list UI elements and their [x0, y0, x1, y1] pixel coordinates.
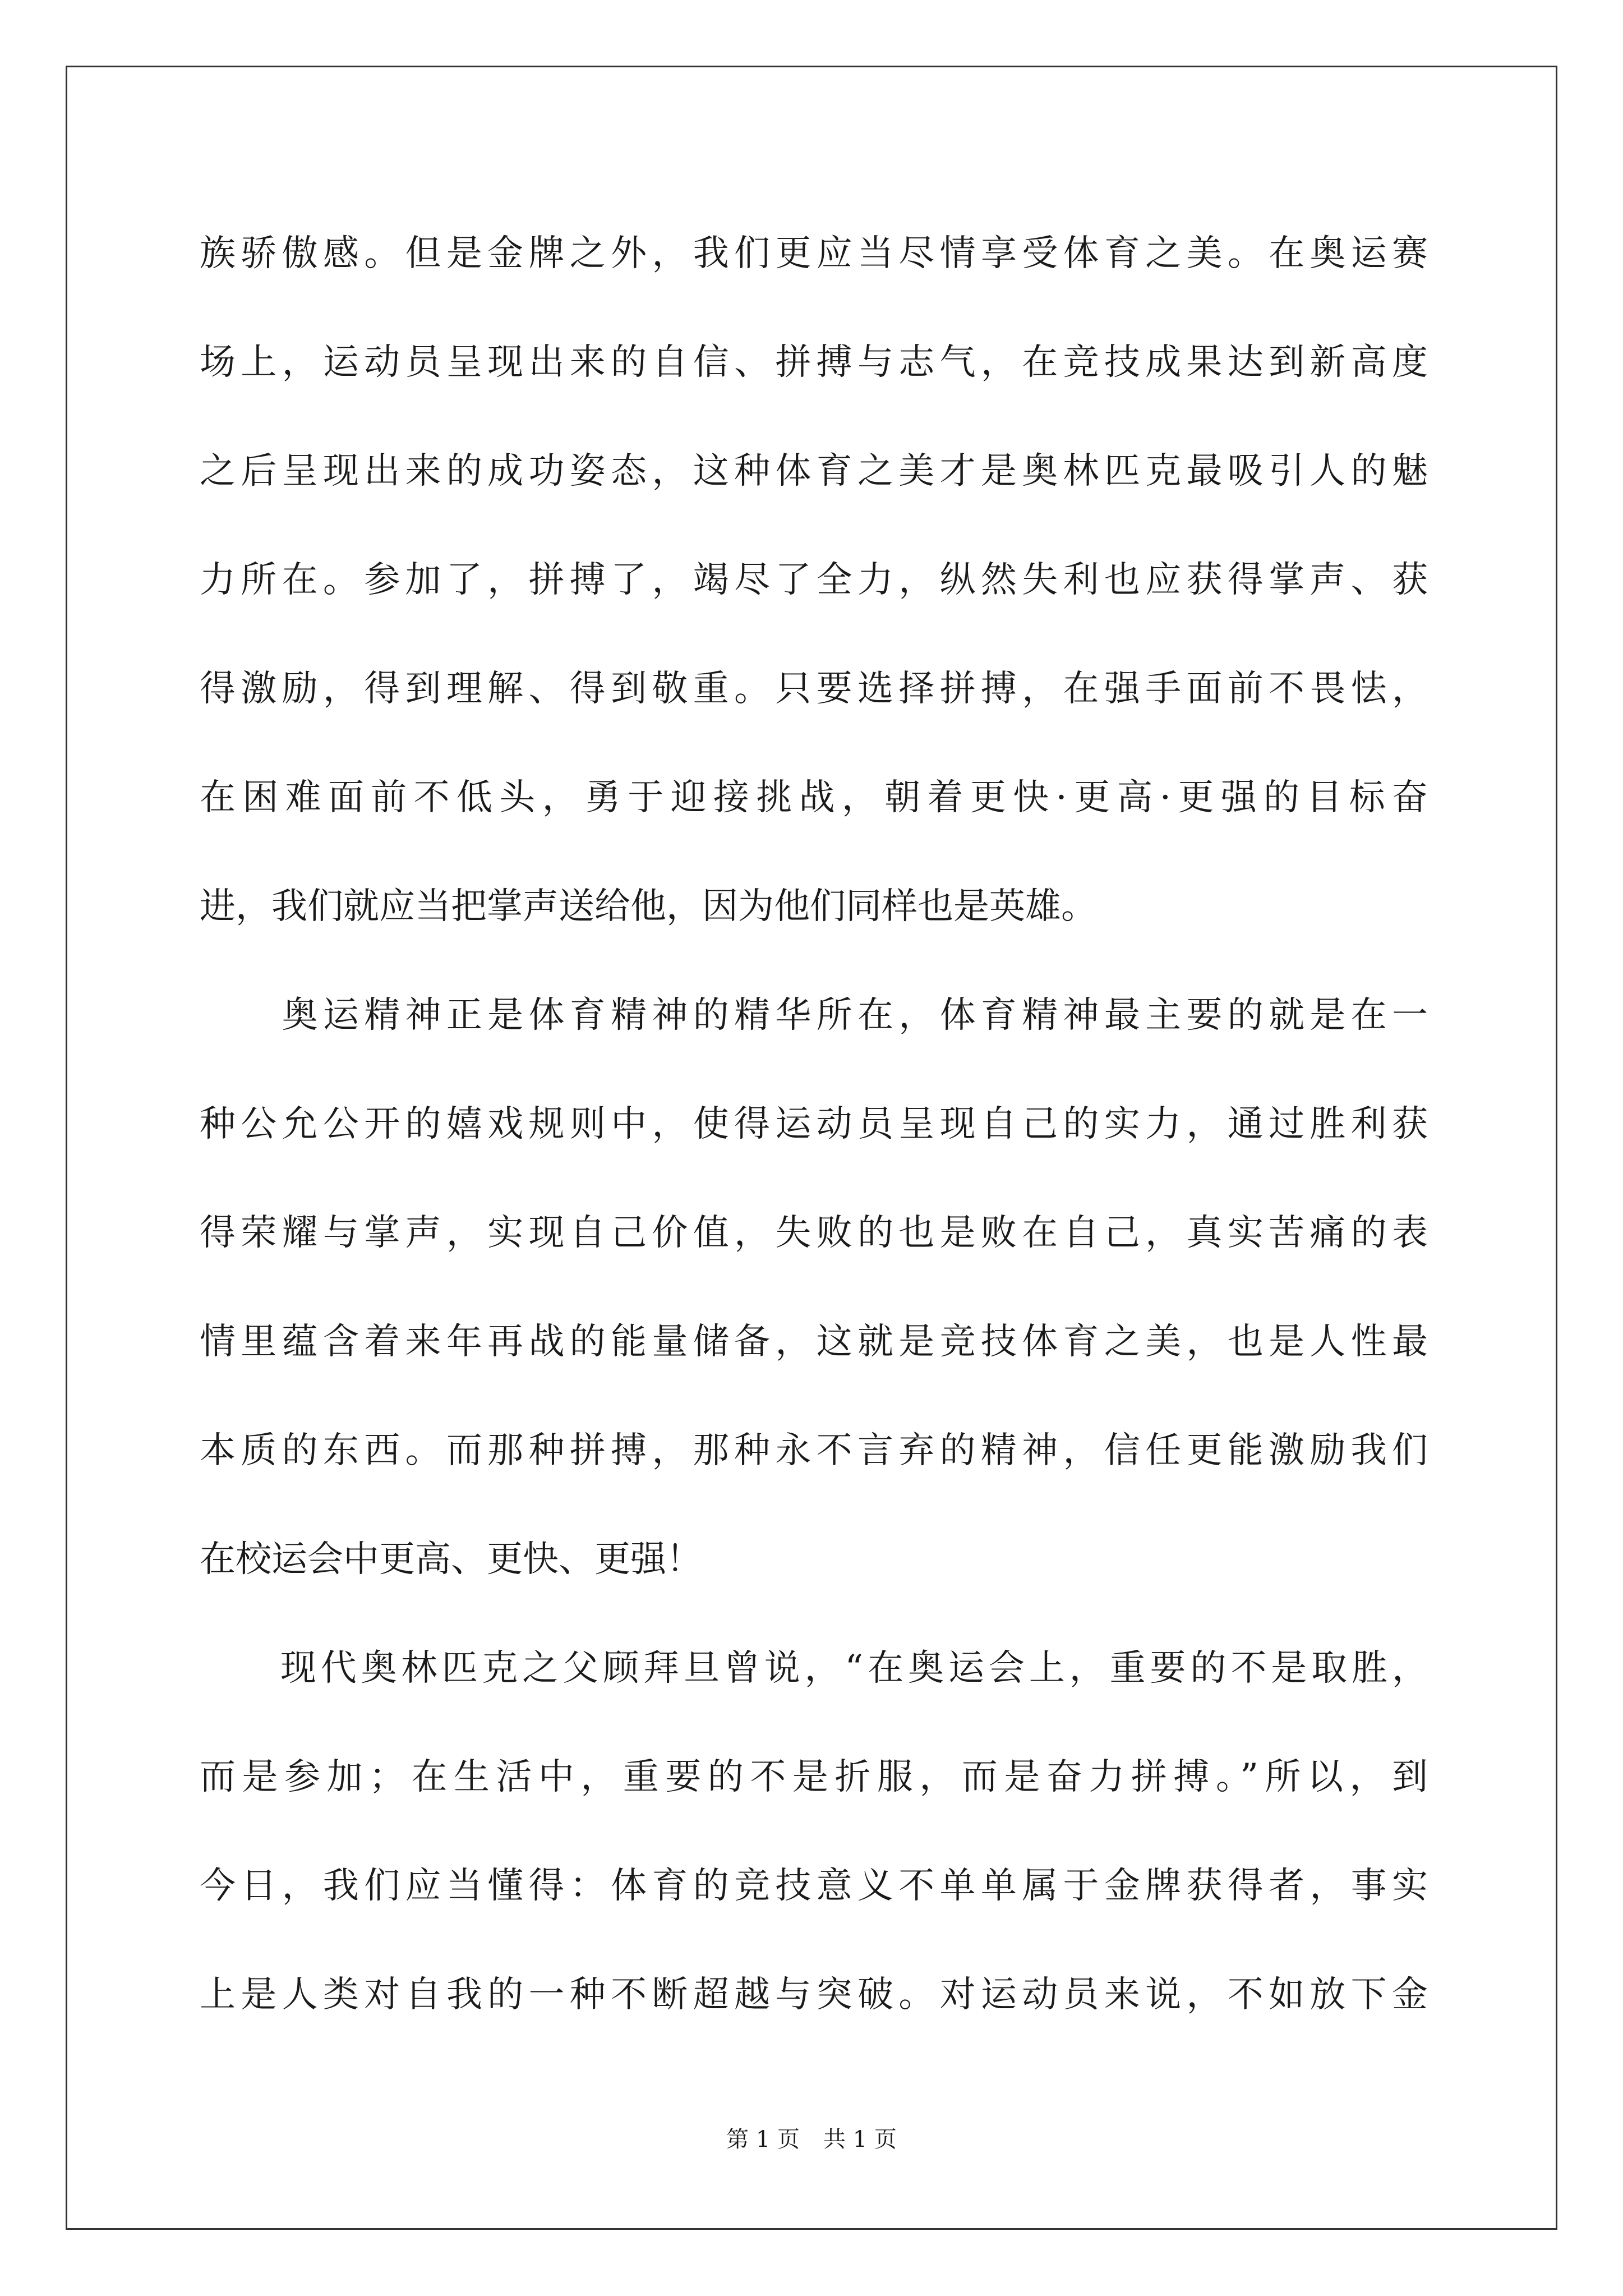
text-line: 上是人类对自我的一种不断超越与突破。对运动员来说，不如放下金 [200, 1974, 1428, 2016]
text-line: 种公允公开的嬉戏规则中，使得运动员呈现自己的实力，通过胜利获 [200, 1103, 1428, 1145]
text-line: 现代奥林匹克之父顾拜旦曾说，“在奥运会上，重要的不是取胜， [200, 1648, 1428, 1689]
text-line: 情里蕴含着来年再战的能量储备，这就是竞技体育之美，也是人性最 [200, 1321, 1428, 1363]
document-body [200, 214, 1428, 2064]
page-footer [0, 2126, 1623, 2153]
text-line: 族骄傲感。但是金牌之外，我们更应当尽情享受体育之美。在奥运赛 [200, 233, 1428, 274]
text-line: 在校运会中更高、更快、更强！ [200, 1539, 702, 1580]
text-line: 得荣耀与掌声，实现自己价值，失败的也是败在自己，真实苦痛的表 [200, 1212, 1428, 1254]
text-line: 场上，运动员呈现出来的自信、拼搏与志气，在竞技成果达到新高度 [200, 342, 1428, 383]
page-number: 第 1 页 [726, 2127, 800, 2152]
text-line: 奥运精神正是体育精神的精华所在，体育精神最主要的就是在一 [200, 995, 1428, 1036]
text-line: 本质的东西。而那种拼搏，那种永不言弃的精神，信任更能激励我们 [200, 1430, 1428, 1471]
text-line: 得激励，得到理解、得到敬重。只要选择拼搏，在强手面前不畏怯， [200, 668, 1428, 710]
text-line: 在困难面前不低头，勇于迎接挑战，朝着更快·更高·更强的目标奋 [200, 777, 1428, 818]
text-line: 之后呈现出来的成功姿态，这种体育之美才是奥林匹克最吸引人的魅 [200, 450, 1428, 492]
text-line: 今日，我们应当懂得：体育的竞技意义不单单属于金牌获得者，事实 [200, 1865, 1428, 1907]
text-line: 而是参加；在生活中，重要的不是折服，而是奋力拼搏。”所以，到 [200, 1756, 1428, 1798]
page-total: 共 1 页 [823, 2127, 897, 2152]
text-line: 进，我们就应当把掌声送给他，因为他们同样也是英雄。 [200, 886, 1097, 927]
text-line: 力所在。参加了，拼搏了，竭尽了全力，纵然失利也应获得掌声、获 [200, 559, 1428, 601]
